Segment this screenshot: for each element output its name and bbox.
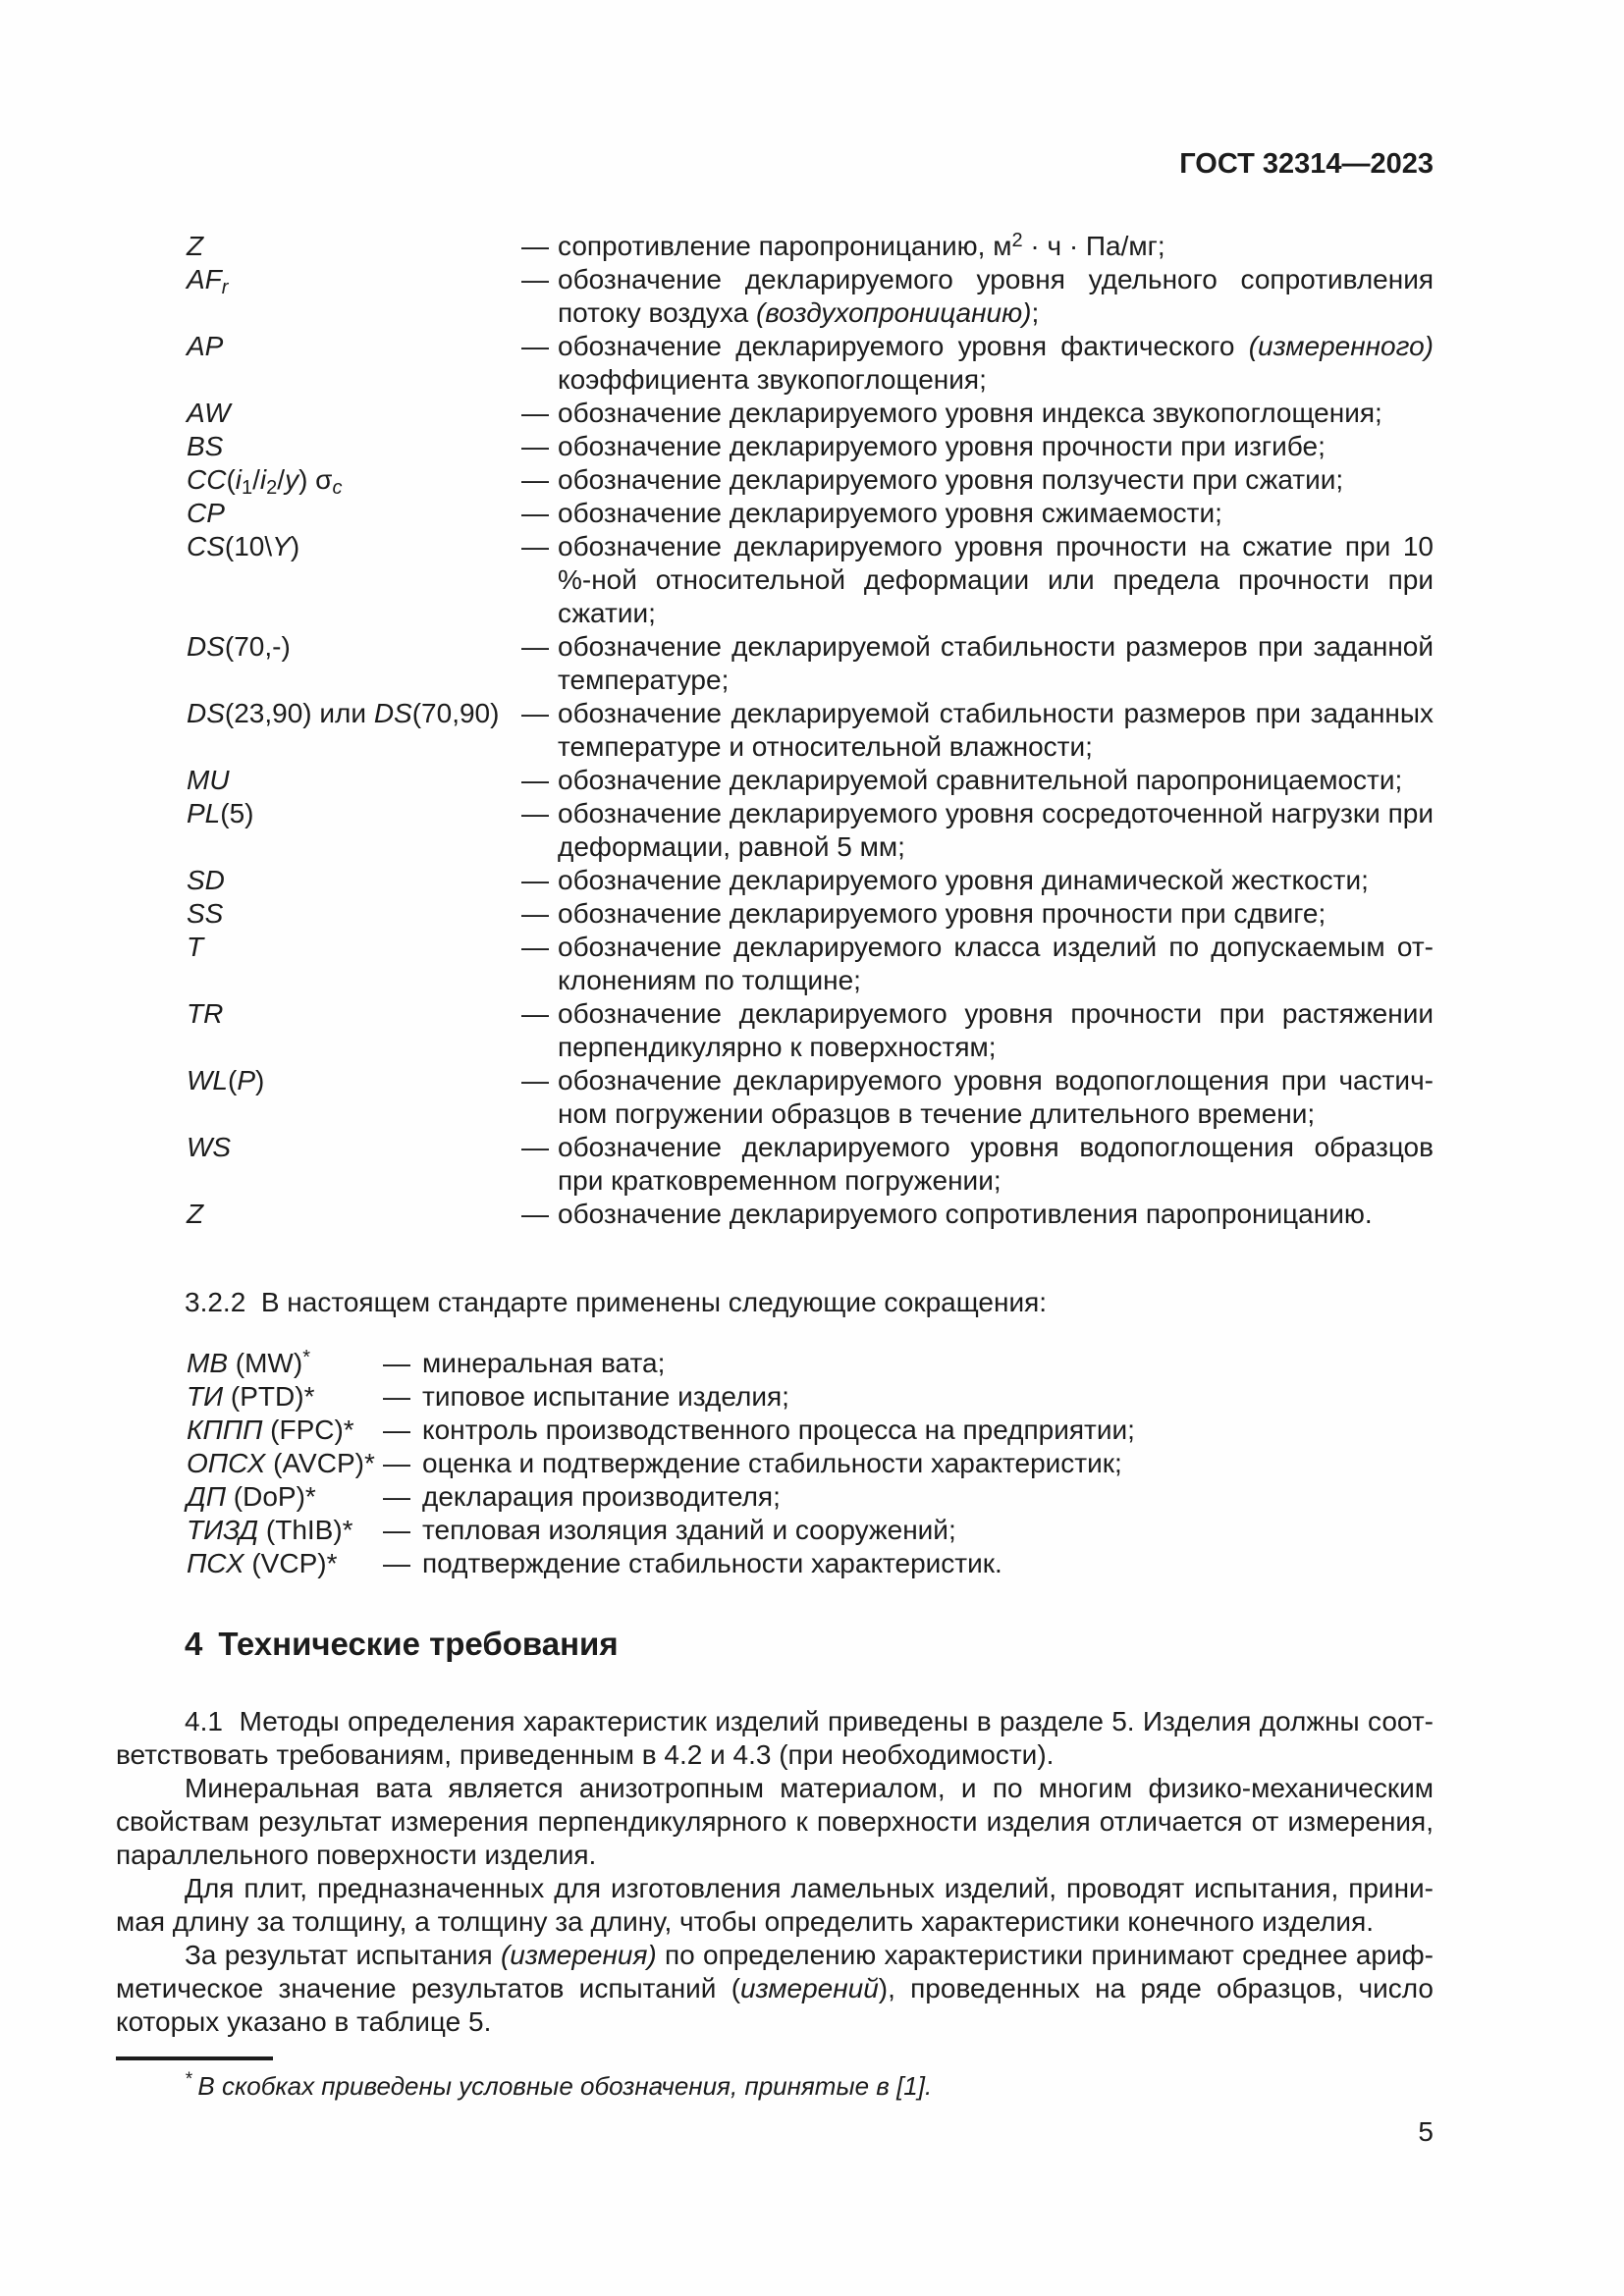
section-heading [116, 1625, 1434, 1664]
abbreviation-definition: подтверждение стабильности характеристик. [422, 1548, 1002, 1578]
abbreviation-row [116, 1547, 1434, 1580]
symbol-term: TR [187, 998, 224, 1029]
definition-dash: — [521, 765, 549, 795]
symbol-row [116, 897, 1434, 931]
definition-dash: — [521, 498, 549, 528]
symbol-term: AP [187, 331, 224, 361]
definition-dash: — [521, 431, 549, 461]
symbol-row [116, 864, 1434, 897]
symbol-row [116, 430, 1434, 463]
symbol-definition: обозначение декларируемого уровня динамической жесткости; [558, 865, 1369, 895]
abbreviation-term: КППП (FPC)* [187, 1415, 354, 1445]
symbol-definition: сопротивление паропроницанию, $м^2 \cdot ч \cdot Па/мг$; [558, 230, 1165, 261]
section-number: 4 [185, 1626, 203, 1662]
symbol-definition: обозначение декларируемого сопротивления паропроницанию. [558, 1199, 1373, 1229]
definition-dash: — [383, 1515, 410, 1545]
abbreviation-definition: минеральная вата; [422, 1348, 666, 1378]
symbol-row [116, 1198, 1434, 1231]
footnote-marker: * [185, 2069, 192, 2090]
definition-dash: — [383, 1548, 410, 1578]
symbol-definition: обозначение декларируемой стабильности размеров при заданных температуре и относительной влажности; [558, 698, 1434, 762]
definition-dash: — [521, 998, 549, 1029]
symbol-term: $CC(i_1/i_2/y)$ $\sigma_c$ [187, 464, 343, 499]
symbol-term: MU [187, 765, 230, 795]
symbol-row [116, 397, 1434, 430]
body-paragraph: За результат испытания (измерения) по определению характеристики принимают среднее арифметическое значение результатов испытаний (измерений), проведенных на ряде образцов, число которых указано в таблице 5. [116, 1940, 1434, 2037]
footnote-rule [116, 2056, 273, 2060]
abbreviation-term: ПСХ (VCP)* [187, 1548, 338, 1578]
definition-dash: — [521, 231, 549, 261]
symbol-row [116, 1064, 1434, 1131]
symbol-row [116, 330, 1434, 397]
symbol-row [116, 997, 1434, 1064]
symbol-definition: обозначение декларируемого уровня фактического (измеренного) коэффициента звукопоглощения; [558, 331, 1434, 395]
symbol-row [116, 697, 1434, 764]
symbol-term: PL(5) [187, 798, 254, 828]
symbol-row [116, 1131, 1434, 1198]
section-body [116, 1705, 1434, 2039]
symbol-term: Z [187, 231, 204, 261]
abbreviation-term: МВ (MW)* [187, 1347, 310, 1378]
definition-dash: — [521, 898, 549, 929]
definition-dash: — [383, 1415, 410, 1445]
symbol-row [116, 230, 1434, 263]
symbol-definition: обозначение декларируемой стабильности размеров при заданной температуре; [558, 631, 1434, 695]
definition-dash: — [383, 1448, 410, 1478]
page-number: 5 [1418, 2116, 1434, 2147]
symbol-definition: обозначение декларируемой сравнительной паропроницаемости; [558, 765, 1403, 795]
definition-dash: — [521, 1199, 549, 1229]
symbol-term: DS(70,-) [187, 631, 291, 662]
definition-dash: — [521, 331, 549, 361]
definition-dash: — [521, 1132, 549, 1162]
abbreviation-term: ДП (DoP)* [187, 1481, 316, 1512]
symbol-term: $AF_r$ [187, 264, 229, 298]
symbol-row [116, 931, 1434, 997]
symbol-definition: обозначение декларируемого уровня ползучести при сжатии; [558, 464, 1344, 495]
symbol-term: DS(23,90) или DS(70,90) [187, 698, 500, 728]
symbol-definition: обозначение декларируемого уровня водопоглощения при частичном погружении образцов в течение длительного времени; [558, 1065, 1434, 1129]
symbol-term: WL(P) [187, 1065, 265, 1095]
symbol-definition: обозначение декларируемого уровня прочности при изгибе; [558, 431, 1326, 461]
symbol-definition: обозначение декларируемого уровня прочности при сдвиге; [558, 898, 1326, 929]
definition-dash: — [521, 865, 549, 895]
symbol-definition: обозначение декларируемого уровня сжимаемости; [558, 498, 1222, 528]
symbol-term: SD [187, 865, 225, 895]
symbol-term: WS [187, 1132, 232, 1162]
footnote-block [116, 2056, 1434, 2102]
symbol-row [116, 463, 1434, 497]
definition-dash: — [521, 631, 549, 662]
symbol-term: Z [187, 1199, 204, 1229]
abbreviation-term: ТИ (PTD)* [187, 1381, 315, 1412]
symbol-row [116, 630, 1434, 697]
symbol-row [116, 497, 1434, 530]
abbreviations-intro: 3.2.2 В настоящем стандарте применены следующие сокращения: [185, 1287, 1048, 1317]
symbol-row [116, 263, 1434, 330]
footnote-text [116, 2064, 1434, 2102]
symbol-row [116, 764, 1434, 797]
abbreviation-term: ТИЗД (ThIB)* [187, 1515, 353, 1545]
symbol-definition: обозначение декларируемого уровня индекса звукопоглощения; [558, 398, 1382, 428]
abbreviation-definition: тепловая изоляция зданий и сооружений; [422, 1515, 956, 1545]
abbreviation-row [116, 1514, 1434, 1547]
symbol-term: CS(10\Y) [187, 531, 300, 561]
symbol-term: SS [187, 898, 224, 929]
abbreviation-definition: оценка и подтверждение стабильности характеристик; [422, 1448, 1122, 1478]
symbol-definition: обозначение декларируемого уровня прочности на сжатие при 10 %-ной относительной деформации или предела прочности при сжатии; [558, 531, 1434, 628]
definition-dash: — [521, 264, 549, 294]
body-paragraph: 4.1 Методы определения характеристик изделий приведены в разделе 5. Изделия должны соответствовать требованиям, приведенным в 4.2 и 4.3 (при необходимости). [116, 1706, 1434, 1770]
definition-dash: — [521, 932, 549, 962]
abbreviation-row [116, 1380, 1434, 1414]
abbreviation-row [116, 1414, 1434, 1447]
symbol-term: AW [187, 398, 231, 428]
section-title: Технические требования [218, 1626, 619, 1662]
definition-dash: — [521, 698, 549, 728]
symbol-term: BS [187, 431, 224, 461]
definition-dash: — [521, 531, 549, 561]
symbol-row [116, 797, 1434, 864]
abbreviation-definition: типовое испытание изделия; [422, 1381, 789, 1412]
body-paragraph: Минеральная вата является анизотропным материалом, и по многим физико-механическим свойствам результат измерения перпендикулярного к поверхности изделия отличается от измерения, параллельного поверхности изделия. [116, 1773, 1434, 1870]
document-code-header: ГОСТ 32314—2023 [1179, 148, 1434, 180]
symbol-definition: обозначение декларируемого уровня сосредоточенной нагрузки при деформации, равной 5 мм; [558, 798, 1434, 862]
definition-dash: — [383, 1381, 410, 1412]
abbreviation-definition: декларация производителя; [422, 1481, 781, 1512]
symbol-definition: обозначение декларируемого уровня прочности при растяжении перпендикулярно к поверхностям; [558, 998, 1434, 1062]
definition-dash: — [521, 464, 549, 495]
symbol-definition: обозначение декларируемого уровня водопоглощения образцов при кратковременном погружении; [558, 1132, 1434, 1196]
definition-dash: — [383, 1481, 410, 1512]
symbol-term: CP [187, 498, 225, 528]
definition-dash: — [521, 398, 549, 428]
abbreviations-list [116, 1347, 1434, 1580]
abbreviation-row [116, 1347, 1434, 1380]
symbol-definition: обозначение декларируемого класса изделий по допускаемым отклонениям по толщине; [558, 932, 1434, 995]
abbreviation-definition: контроль производственного процесса на предприятии; [422, 1415, 1135, 1445]
body-paragraph: Для плит, предназначенных для изготовления ламельных изделий, проводят испытания, принимая длину за толщину, а толщину за длину, чтобы определить характеристики конечного изделия. [116, 1873, 1434, 1937]
definition-dash: — [521, 798, 549, 828]
abbreviation-row [116, 1480, 1434, 1514]
symbol-row [116, 530, 1434, 630]
symbols-definition-list [116, 230, 1434, 1231]
definition-dash: — [521, 1065, 549, 1095]
symbol-term: T [187, 932, 204, 962]
definition-dash: — [383, 1348, 410, 1378]
footnote-body: В скобках приведены условные обозначения, принятые в [1]. [197, 2071, 933, 2101]
symbol-definition: обозначение декларируемого уровня удельного сопротивления потоку воздуха (воздухопроницанию); [558, 264, 1434, 328]
abbreviation-row [116, 1447, 1434, 1480]
abbreviation-term: ОПСХ (AVCP)* [187, 1448, 375, 1478]
